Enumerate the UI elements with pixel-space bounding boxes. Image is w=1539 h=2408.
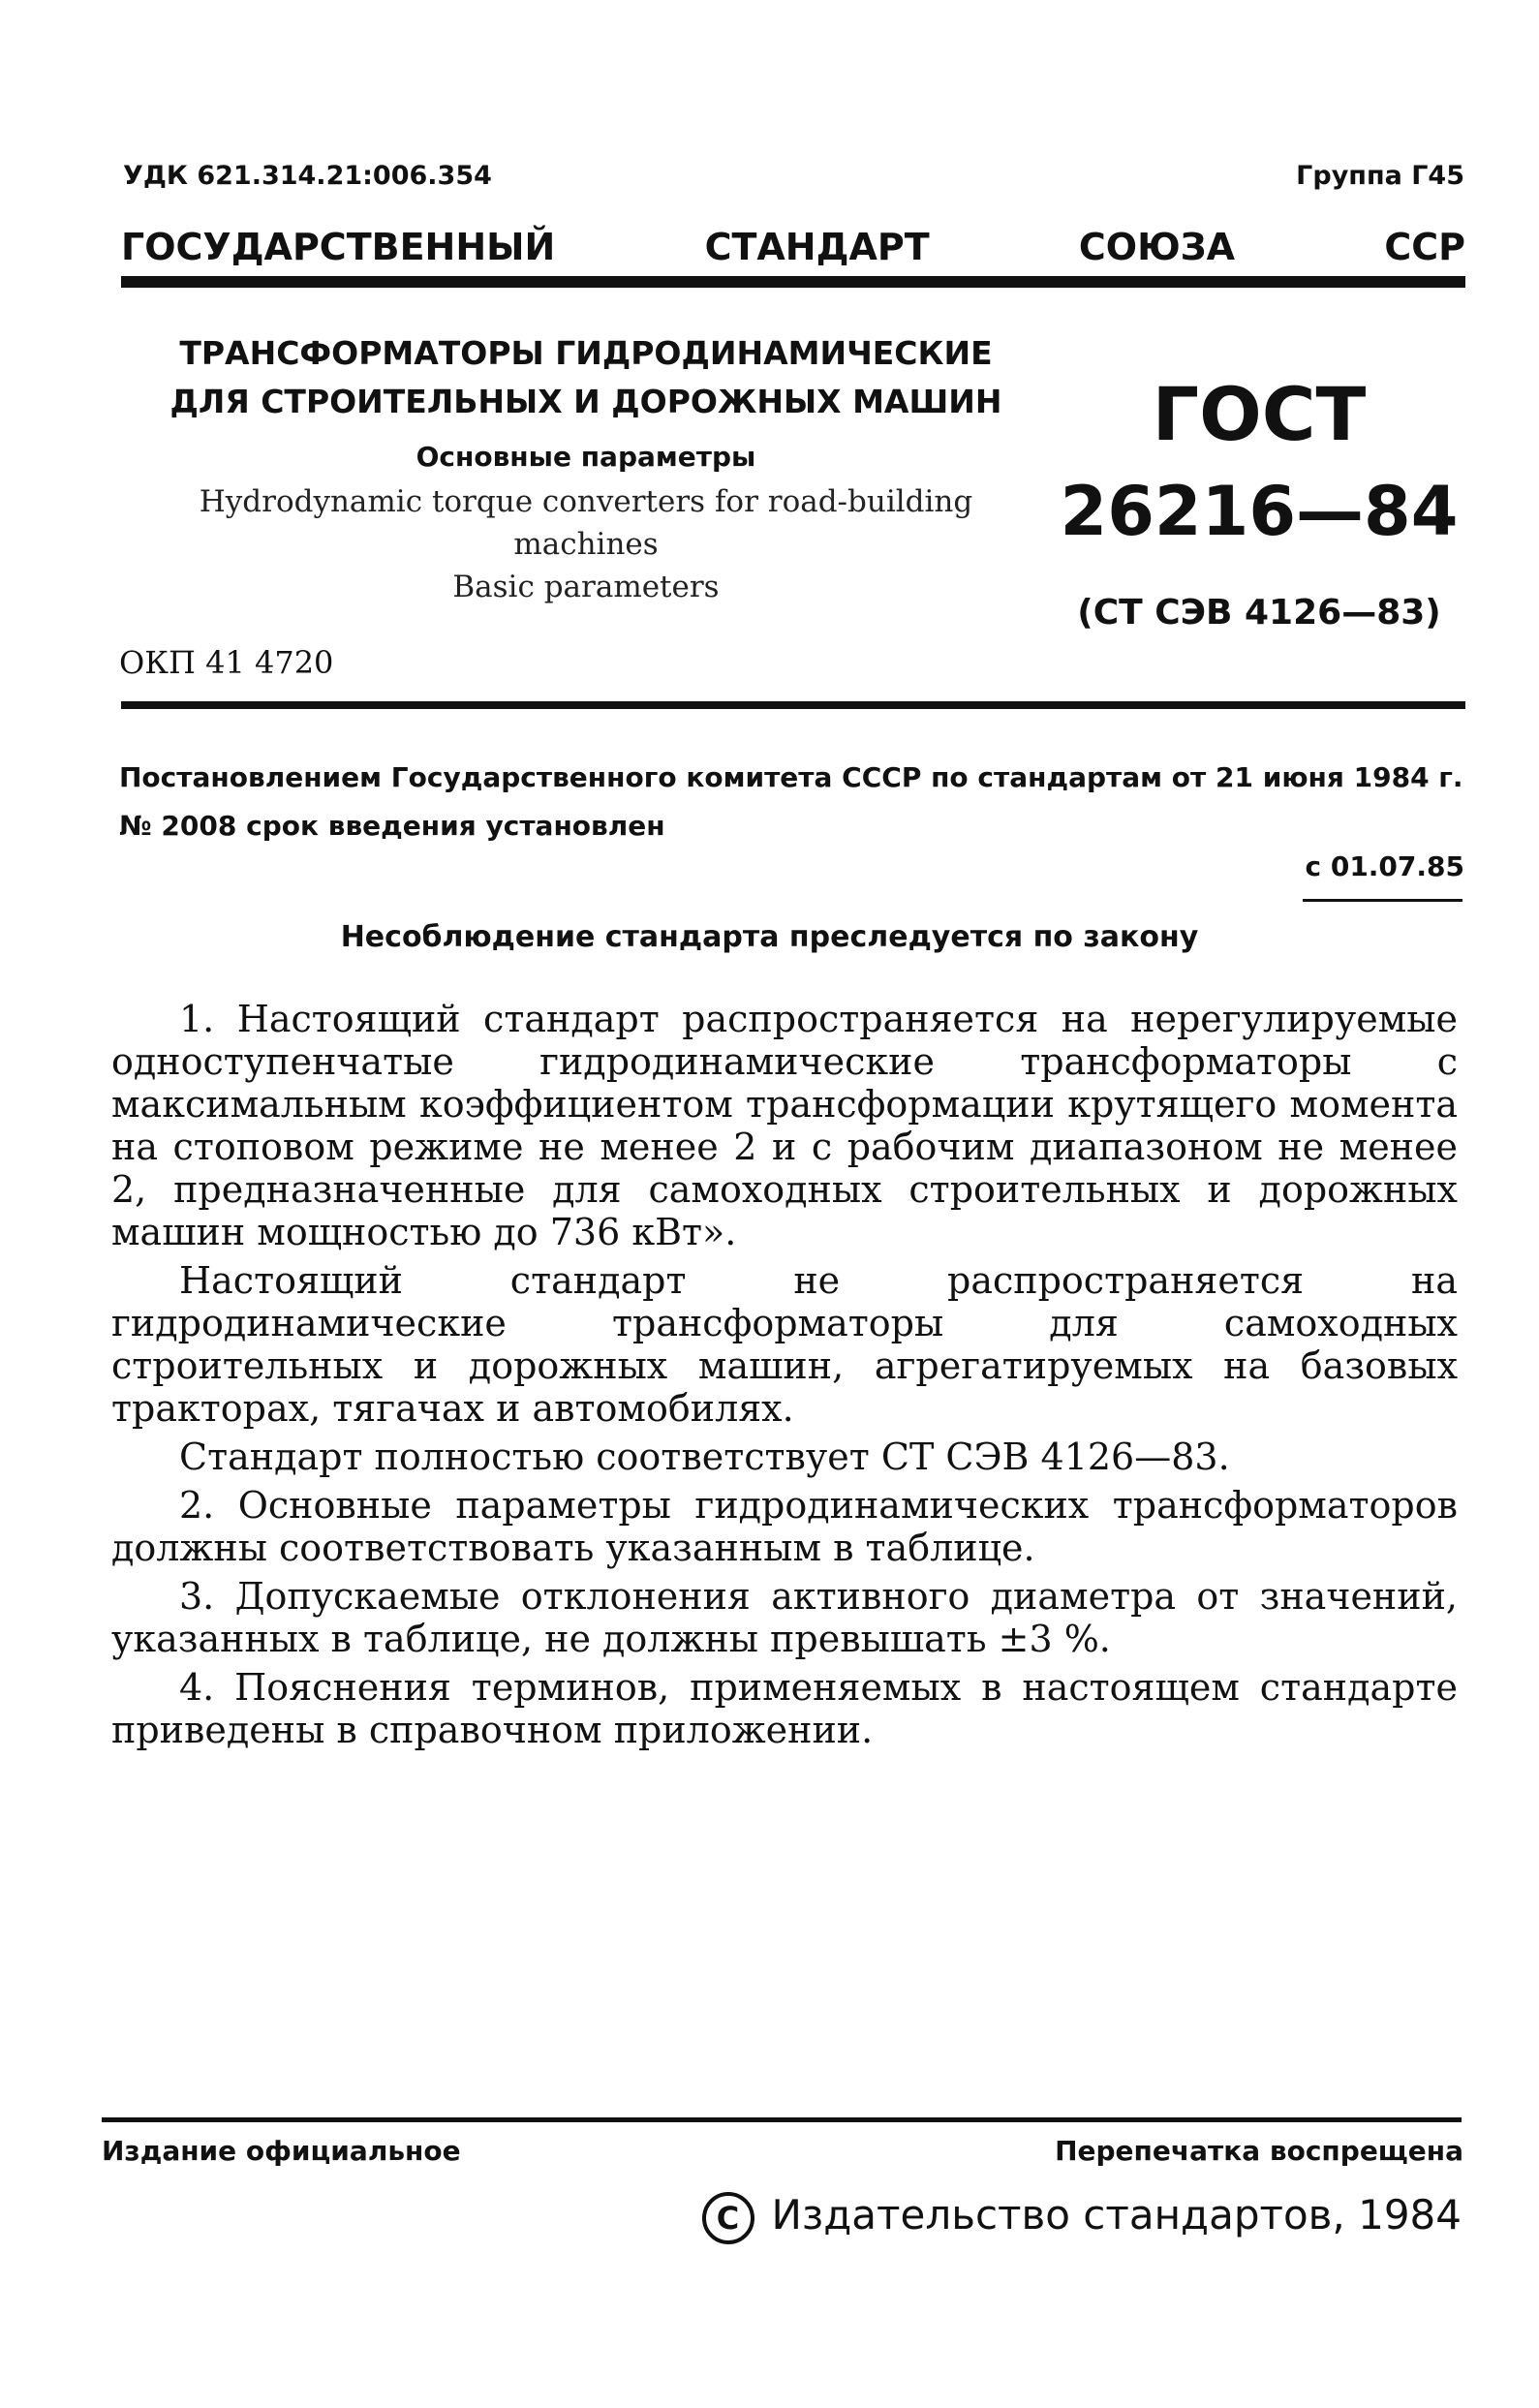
edition-label: Издание официальное [102,2135,461,2167]
paragraph-4: 2. Основные параметры гидродинамических трансформаторов должны соответствовать указанным в таблице. [111,1484,1458,1569]
paragraph-1: 1. Настоящий стандарт распространяется на нерегулируемые одноступенчатые гидродинамические трансформаторы с максимальным коэффициентом трансформации крутящего момента на стоповом режиме не менее 2 и с рабочим диапазоном не менее 2, предназначенные для самоходных строительных и дорожных машин мощностью до 736 кВт». [111,998,1458,1253]
okp-code: ОКП 41 4720 [119,644,334,681]
state-word-2: СТАНДАРТ [704,226,930,268]
english-title-2: machines [513,527,659,562]
paragraph-3: Стандарт полностью соответствует СТ СЭВ 4126—83. [179,1436,1230,1478]
group-code: Группа Г45 [1296,161,1464,191]
body-text [111,998,1458,1757]
paragraph-2: Настоящий стандарт не распространяется на гидродинамические трансформаторы для самоходных строительных и дорожных машин, агрегатируемых на базовых тракторах, тягачах и автомобилях. [111,1259,1458,1430]
state-word-4: ССР [1384,226,1465,268]
state-word-3: СОЮЗА [1078,226,1236,268]
english-title-3: Basic parameters [452,570,720,604]
footer-divider [102,2117,1462,2122]
gost-label: ГОСТ [1152,371,1367,457]
decree-text: Постановлением Государственного комитета СССР по стандартам от 21 июня 1984 г. № 2008 срок введения установлен [119,761,1463,842]
udk-code: УДК 621.314.21:006.354 [123,161,492,191]
st-sev-reference: (СТ СЭВ 4126—83) [1077,593,1441,633]
state-word-1: ГОСУДАРСТВЕННЫЙ [121,226,556,268]
title-line-2: ДЛЯ СТРОИТЕЛЬНЫХ И ДОРОЖНЫХ МАШИН [169,383,1002,420]
effective-date: с 01.07.85 [1305,850,1464,882]
title-block [155,329,1017,604]
title-line-1: ТРАНСФОРМАТОРЫ ГИДРОДИНАМИЧЕСКИЕ [179,334,993,372]
date-underline [1303,899,1462,902]
reprint-notice: Перепечатка воспрещена [1055,2135,1463,2167]
subtitle: Основные параметры [416,441,756,473]
copyright-icon: C [702,2192,754,2244]
paragraph-6: 4. Пояснения терминов, применяемых в настоящем стандарте приведены в справочном приложении. [111,1666,1458,1751]
publisher-name: Издательство стандартов, 1984 [771,2191,1462,2238]
legal-warning: Несоблюдение стандарта преследуется по закону [340,920,1199,954]
english-title-1: Hydrodynamic torque converters for road-building [199,484,973,519]
publisher-line [702,2191,1462,2244]
paragraph-5: 3. Допускаемые отклонения активного диаметра от значений, указанных в таблице, не должны превышать ±3 %. [111,1575,1458,1660]
middle-divider [121,701,1465,709]
gost-block [1046,366,1472,633]
state-standard-heading [121,226,1465,268]
top-divider [121,276,1465,288]
gost-number: 26216—84 [1060,472,1459,551]
